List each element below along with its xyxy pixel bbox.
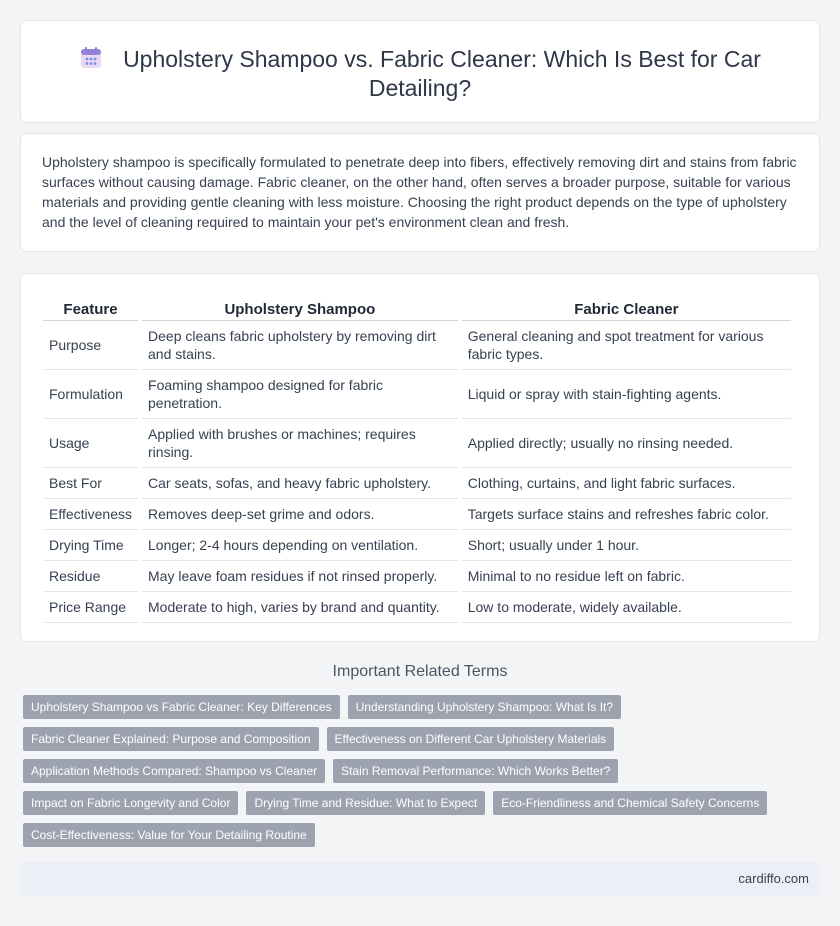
table-row (43, 530, 791, 561)
table-cell: Foaming shampoo designed for fabric penetration. (142, 370, 458, 419)
related-term-tag[interactable]: Understanding Upholstery Shampoo: What Is It? (348, 695, 621, 719)
table-row (43, 468, 791, 499)
related-term-tag[interactable]: Effectiveness on Different Car Upholstery Materials (327, 727, 615, 751)
table-cell: Price Range (43, 592, 138, 623)
table-row (43, 561, 791, 592)
table-cell: Best For (43, 468, 138, 499)
table-cell: Short; usually under 1 hour. (462, 530, 791, 561)
footer-site-link[interactable]: cardiffo.com (738, 871, 809, 886)
related-term-tag[interactable]: Stain Removal Performance: Which Works Better? (333, 759, 618, 783)
table-cell: Removes deep-set grime and odors. (142, 499, 458, 530)
related-term-tag[interactable]: Drying Time and Residue: What to Expect (246, 791, 485, 815)
footer (20, 862, 820, 896)
comparison-card (20, 273, 820, 642)
table-cell: Applied with brushes or machines; requires rinsing. (142, 419, 458, 468)
related-term-tag[interactable]: Application Methods Compared: Shampoo vs Cleaner (23, 759, 325, 783)
title-card (20, 20, 820, 123)
table-cell: Minimal to no residue left on fabric. (462, 561, 791, 592)
table-cell: Car seats, sofas, and heavy fabric upholstery. (142, 468, 458, 499)
table-cell: Liquid or spray with stain-fighting agents. (462, 370, 791, 419)
table-cell: Clothing, curtains, and light fabric surfaces. (462, 468, 791, 499)
table-cell: Drying Time (43, 530, 138, 561)
intro-paragraph: Upholstery shampoo is specifically formulated to penetrate deep into fibers, effectively removing dirt and stains from fabric surfaces without causing damage. Fabric cleaner, on the other hand, often serves a broader purpose, suitable for various materials and providing gentle cleaning with less moisture. Choosing the right product depends on the type of upholstery and the level of cleaning required to maintain your pet's environment clean and fresh. (42, 154, 797, 230)
related-term-tag[interactable]: Eco-Friendliness and Chemical Safety Concerns (493, 791, 767, 815)
column-header: Fabric Cleaner (462, 294, 791, 321)
table-cell: May leave foam residues if not rinsed properly. (142, 561, 458, 592)
intro-card (20, 133, 820, 252)
table-row (43, 499, 791, 530)
related-term-tag[interactable]: Impact on Fabric Longevity and Color (23, 791, 238, 815)
column-header: Upholstery Shampoo (142, 294, 458, 321)
table-cell: Longer; 2-4 hours depending on ventilation. (142, 530, 458, 561)
table-cell: Deep cleans fabric upholstery by removing dirt and stains. (142, 321, 458, 370)
table-cell: Applied directly; usually no rinsing needed. (462, 419, 791, 468)
table-row (43, 419, 791, 468)
table-cell: Formulation (43, 370, 138, 419)
calendar-icon (79, 46, 103, 70)
table-cell: Targets surface stains and refreshes fabric color. (462, 499, 791, 530)
table-cell: Low to moderate, widely available. (462, 592, 791, 623)
related-terms-list (23, 695, 803, 847)
table-row (43, 592, 791, 623)
related-term-tag[interactable]: Fabric Cleaner Explained: Purpose and Composition (23, 727, 319, 751)
table-cell: Moderate to high, varies by brand and quantity. (142, 592, 458, 623)
column-header: Feature (43, 294, 138, 321)
table-cell: Usage (43, 419, 138, 468)
related-term-tag[interactable]: Cost-Effectiveness: Value for Your Detailing Routine (23, 823, 315, 847)
table-row (43, 370, 791, 419)
table-cell: Purpose (43, 321, 138, 370)
related-term-tag[interactable]: Upholstery Shampoo vs Fabric Cleaner: Key Differences (23, 695, 340, 719)
table-cell: Residue (43, 561, 138, 592)
related-terms-heading: Important Related Terms (332, 663, 508, 680)
table-cell: Effectiveness (43, 499, 138, 530)
comparison-table (39, 294, 795, 623)
page-title-wrap (61, 45, 779, 103)
table-header-row (43, 294, 791, 321)
table-row (43, 321, 791, 370)
page-title: Upholstery Shampoo vs. Fabric Cleaner: Which Is Best for Car Detailing? (123, 46, 761, 101)
table-cell: General cleaning and spot treatment for various fabric types. (462, 321, 791, 370)
